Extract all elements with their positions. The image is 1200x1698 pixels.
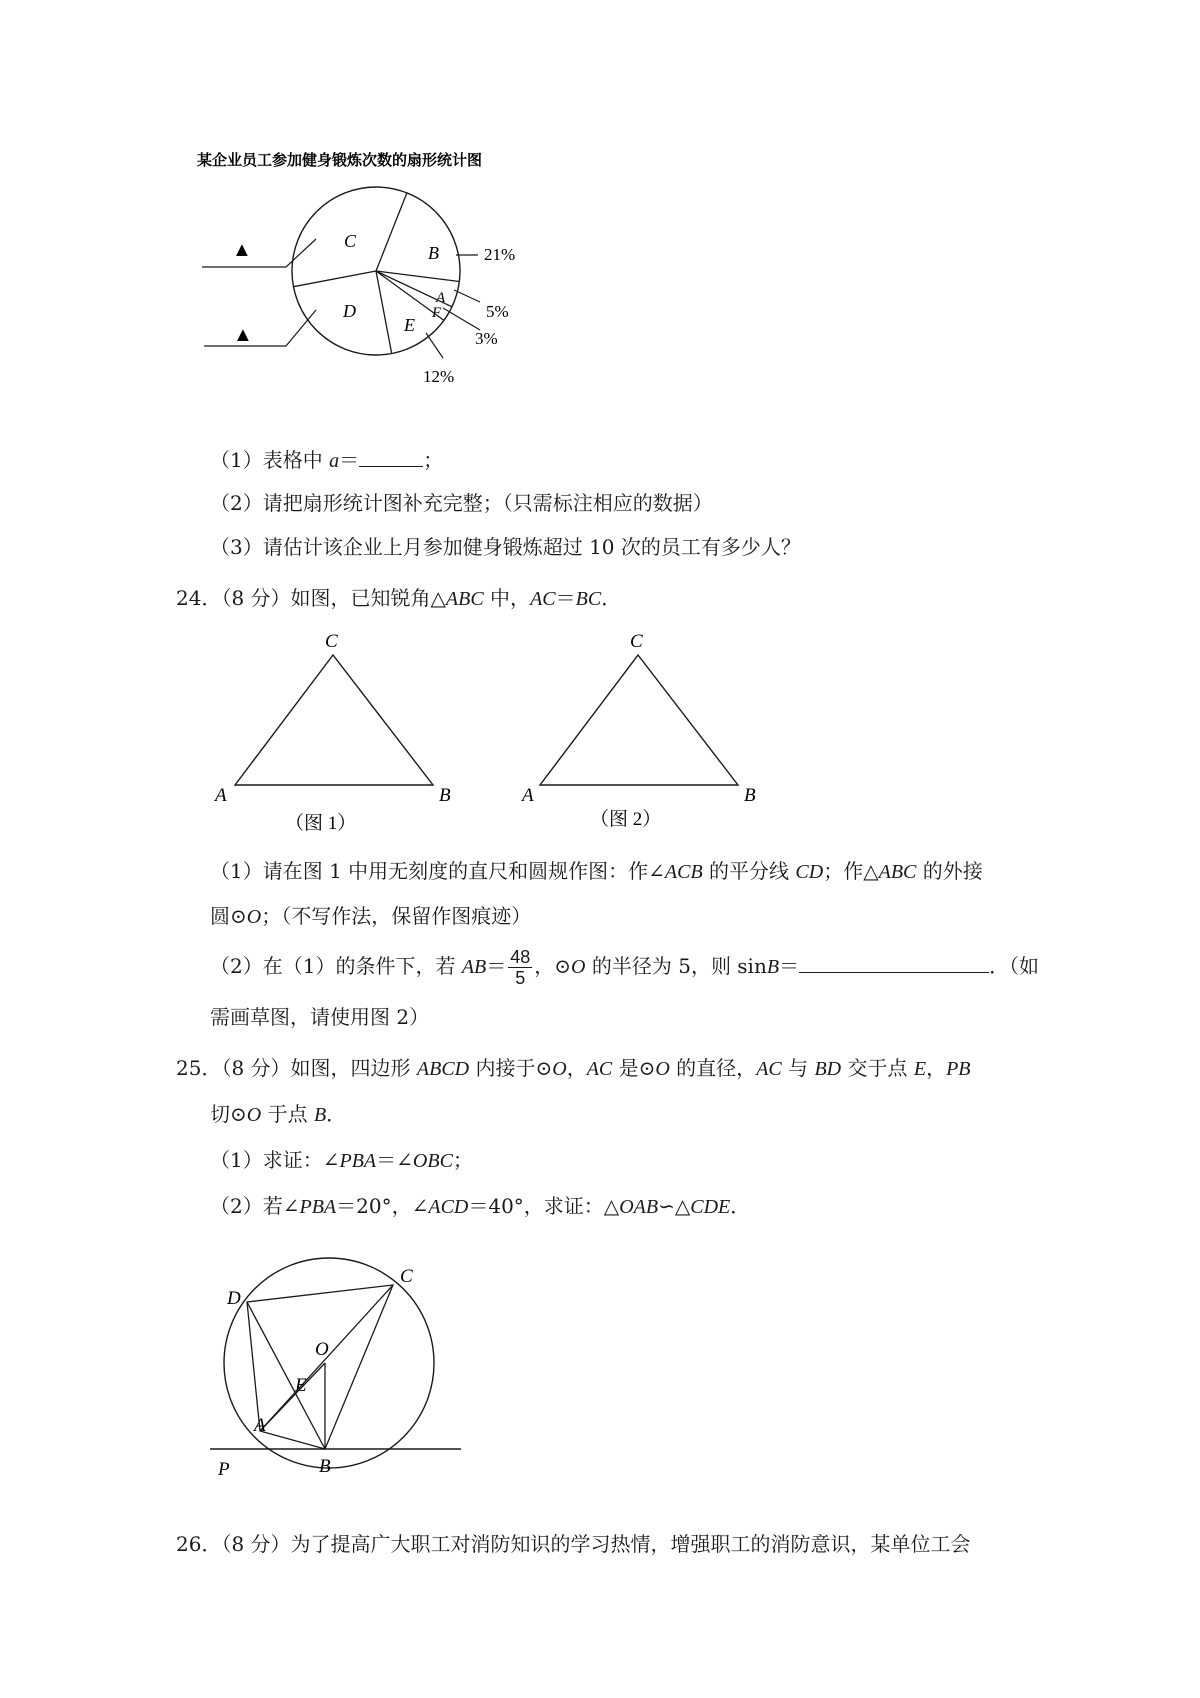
q25-part1: （1）求证：∠PBA＝∠OBC； — [210, 1148, 473, 1172]
pie-chart — [190, 150, 550, 400]
q26-heading: 26．（8 分）为了提高广大职工对消防知识的学习热情，增强职工的消防意识，某单位工会 — [176, 1532, 971, 1556]
circle-quadrilateral-figure — [205, 1250, 475, 1480]
slice-label-c: C — [344, 231, 357, 251]
q24-part1-line2: 圆⊙O；（不写作法，保留作图痕迹） — [210, 904, 532, 928]
q25-part2: （2）若∠PBA＝20°，∠ACD＝40°，求证：△OAB∽△CDE． — [210, 1194, 751, 1218]
chart-title: 某企业员工参加健身锻炼次数的扇形统计图 — [197, 153, 483, 169]
fraction-48-5: $\frac{48}{5}$ — [510, 947, 531, 988]
radius-d-c — [294, 271, 377, 287]
fig2-vertex-a: A — [522, 785, 534, 806]
slice-value-f: 3% — [475, 329, 498, 348]
q25-heading-line2: 切⊙O 于点 B． — [210, 1102, 347, 1126]
point-c-label: C — [400, 1266, 413, 1287]
point-a-label: A — [254, 1415, 266, 1436]
slice-label-f: F — [432, 305, 442, 321]
fig2-vertex-b: B — [744, 785, 756, 806]
radius-e-d — [376, 271, 392, 354]
answer-blank-a[interactable] — [359, 446, 423, 467]
q23-part1: （1）表格中 a＝ ； — [210, 448, 444, 472]
q24-heading: 24．（8 分）如图，已知锐角△ABC 中，AC＝BC． — [176, 586, 622, 610]
point-o-label: O — [315, 1339, 329, 1360]
answer-blank-sinb[interactable] — [799, 952, 989, 973]
q24-part2-line2: 需画草图，请使用图 2） — [210, 1005, 430, 1029]
q24-part2-line1: （2）在（1）的条件下，若 AB＝ $\frac{48}{5}$ ，⊙O 的半径为 5，则 sinB＝ ．（如 — [210, 947, 1040, 988]
circle-o — [224, 1258, 434, 1468]
slice-value-b: 21% — [484, 245, 516, 264]
slice-label-d: D — [343, 301, 356, 321]
slice-label-b: B — [428, 243, 439, 263]
point-b-label: B — [319, 1456, 331, 1477]
pie-labels — [342, 231, 446, 335]
fig2-caption: （图 2） — [590, 809, 662, 830]
fig1-vertex-b: B — [439, 785, 451, 806]
pie-value-labels — [232, 239, 515, 386]
radius-c-b — [376, 193, 407, 271]
q23-part3: （3）请估计该企业上月参加健身锻炼超过 10 次的员工有多少人？ — [210, 535, 801, 559]
pie-slices — [292, 187, 460, 355]
q25-heading-line1: 25．（8 分）如图，四边形 ABCD 内接于⊙O，AC 是⊙O 的直径，AC 与 BD 交于点 E，PB — [176, 1056, 971, 1080]
slice-label-e: E — [404, 315, 415, 335]
fig1-caption: （图 1） — [285, 813, 357, 834]
fig1-vertex-a: A — [215, 785, 227, 806]
point-p-label: P — [218, 1459, 230, 1480]
fig2-vertex-c: C — [630, 631, 643, 652]
point-e-label: E — [295, 1375, 307, 1396]
slice-label-a: A — [436, 290, 446, 306]
fig1-vertex-c: C — [325, 631, 338, 652]
triangle-figure-1 — [205, 625, 465, 840]
q24-part1-line1: （1）请在图 1 中用无刻度的直尺和圆规作图：作∠ACB 的平分线 CD；作△ABC 的外接 — [210, 859, 983, 883]
point-d-label: D — [227, 1288, 241, 1309]
slice-value-c: ▲ — [232, 239, 252, 261]
slice-value-d: ▲ — [233, 324, 253, 346]
slice-value-a: 5% — [486, 302, 509, 321]
slice-value-e: 12% — [423, 367, 455, 386]
triangle-figure-2 — [510, 625, 770, 840]
q23-part2: （2）请把扇形统计图补充完整；（只需标注相应的数据） — [210, 491, 713, 515]
